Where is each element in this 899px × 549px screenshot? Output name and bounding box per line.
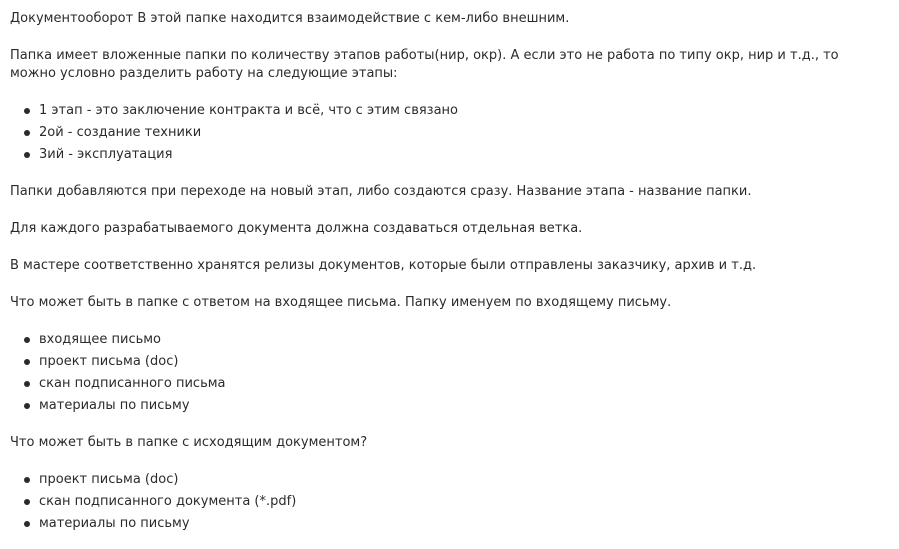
bullet-icon [24,130,30,136]
stages-list [10,102,899,164]
list-item [10,375,899,393]
list-item [10,102,899,120]
list-item [10,124,899,142]
bullet-icon [24,359,30,365]
bullet-icon [24,403,30,409]
list-item [10,515,899,533]
list-item-text: скан подписанного письма [39,376,226,391]
paragraph-outgoing-folder: Что может быть в папке с исходящим документом? [10,435,368,450]
bullet-icon [24,521,30,527]
bullet-icon [24,152,30,158]
paragraph-folders-added: Папки добавляются при переходе на новый этап, либо создаются сразу. Название этапа - название папки. [10,184,752,199]
bullet-icon [24,108,30,114]
list-item-text: 2ой - создание техники [39,125,202,140]
list-item [10,471,899,489]
list-item [10,146,899,164]
paragraph-branch: Для каждого разрабатываемого документа должна создаваться отдельная ветка. [10,221,583,236]
bullet-icon [24,381,30,387]
list-item-text: скан подписанного документа (*.pdf) [39,494,297,509]
list-item [10,397,899,415]
list-item-text: входящее письмо [39,332,162,347]
list-item-text: 1 этап - это заключение контракта и всё, что с этим связано [39,103,459,118]
bullet-icon [24,477,30,483]
paragraph-intro: Документооборот В этой папке находится взаимодействие с кем-либо внешним. [10,11,570,26]
bullet-icon [24,499,30,505]
paragraph-stages-intro: Папка имеет вложенные папки по количеству этапов работы(нир, окр). А если это не работа по типу окр, нир и т.д., то можно условно разделить работу на следующие этапы: [10,48,839,81]
paragraph-incoming-folder: Что может быть в папке с ответом на входящее письма. Папку именуем по входящему письму. [10,295,672,310]
list-item [10,353,899,371]
list-item [10,331,899,349]
bullet-icon [24,337,30,343]
list-item-text: материалы по письму [39,398,190,413]
outgoing-folder-list [10,471,899,533]
list-item-text: материалы по письму [39,516,190,531]
list-item-text: проект письма (doc) [39,354,179,369]
list-item-text: проект письма (doc) [39,472,179,487]
paragraph-master: В мастере соответственно хранятся релизы документов, которые были отправлены заказчику, архив и т.д. [10,258,757,273]
incoming-folder-list [10,331,899,415]
list-item-text: 3ий - эксплуатация [39,147,173,162]
list-item [10,493,899,511]
